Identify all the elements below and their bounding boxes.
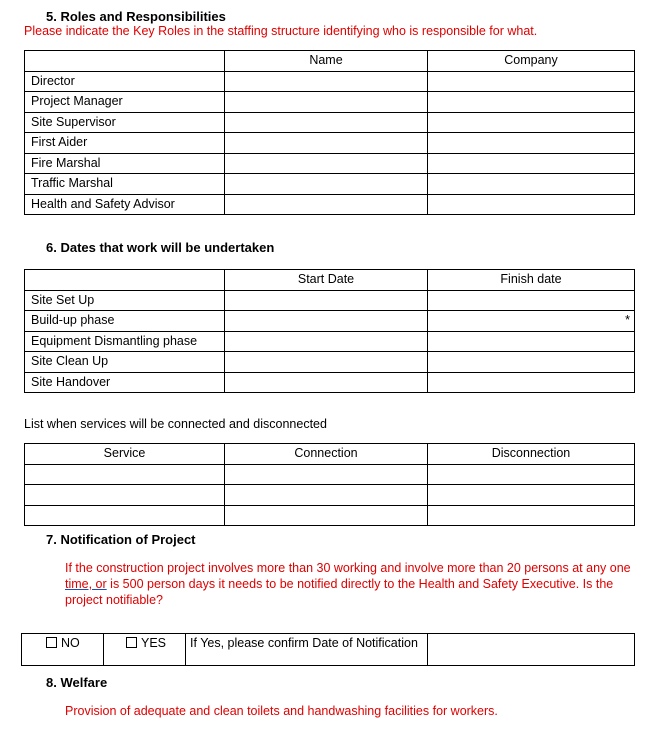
connection-cell[interactable] <box>225 505 428 526</box>
table-row <box>25 133 635 154</box>
company-cell[interactable] <box>428 71 635 92</box>
company-cell[interactable] <box>428 92 635 113</box>
roles-header-row <box>25 51 635 72</box>
section-6-title: 6. Dates that work will be undertaken <box>46 240 275 255</box>
finish-date-cell[interactable] <box>428 352 635 373</box>
roles-header-name: Name <box>225 51 428 72</box>
company-cell[interactable] <box>428 112 635 133</box>
service-cell[interactable] <box>25 485 225 506</box>
table-row <box>25 71 635 92</box>
dates-header-phase <box>25 270 225 291</box>
roles-table <box>24 50 635 215</box>
dates-header-finish: Finish date <box>428 270 635 291</box>
table-row <box>25 485 635 506</box>
company-cell[interactable] <box>428 174 635 195</box>
confirm-date-label: If Yes, please confirm Date of Notification <box>186 634 428 666</box>
connection-cell[interactable] <box>225 485 428 506</box>
notification-table <box>21 633 635 666</box>
company-cell[interactable] <box>428 194 635 215</box>
services-intro: List when services will be connected and disconnected <box>24 417 327 431</box>
company-cell[interactable] <box>428 133 635 154</box>
table-row <box>25 153 635 174</box>
service-cell[interactable] <box>25 505 225 526</box>
disconnection-cell[interactable] <box>428 505 635 526</box>
role-label: Site Supervisor <box>25 112 225 133</box>
notification-text-part: is 500 person days it needs to be notified directly to the Health and Safety Executive. Is the project notifiable? <box>65 577 614 607</box>
section-5-title: 5. Roles and Responsibilities <box>46 9 226 24</box>
services-header-row <box>25 444 635 465</box>
start-date-cell[interactable] <box>225 352 428 373</box>
yes-label: YES <box>141 636 167 650</box>
start-date-cell[interactable] <box>225 372 428 393</box>
section-8-title: 8. Welfare <box>46 675 108 690</box>
finish-date-cell[interactable] <box>428 331 635 352</box>
disconnection-cell[interactable] <box>428 485 635 506</box>
name-cell[interactable] <box>225 153 428 174</box>
no-label: NO <box>61 636 80 650</box>
services-header-service: Service <box>25 444 225 465</box>
company-cell[interactable] <box>428 153 635 174</box>
table-row <box>25 372 635 393</box>
role-label: First Aider <box>25 133 225 154</box>
notification-paragraph <box>65 560 650 608</box>
section-7-title: 7. Notification of Project <box>46 532 196 547</box>
table-row <box>25 505 635 526</box>
section-5-instruction: Please indicate the Key Roles in the staffing structure identifying who is responsible for what. <box>24 24 538 38</box>
name-cell[interactable] <box>225 133 428 154</box>
name-cell[interactable] <box>225 174 428 195</box>
services-header-disconnection: Disconnection <box>428 444 635 465</box>
name-cell[interactable] <box>225 194 428 215</box>
table-row <box>25 464 635 485</box>
connection-cell[interactable] <box>225 464 428 485</box>
phase-label: Site Set Up <box>25 290 225 311</box>
finish-date-cell[interactable] <box>428 290 635 311</box>
role-label: Director <box>25 71 225 92</box>
table-row <box>25 290 635 311</box>
asterisk-mark: * <box>625 313 630 328</box>
welfare-text: Provision of adequate and clean toilets and handwashing facilities for workers. <box>65 704 498 718</box>
finish-date-cell[interactable] <box>428 372 635 393</box>
table-row <box>25 112 635 133</box>
phase-label: Site Clean Up <box>25 352 225 373</box>
finish-date-cell[interactable] <box>428 311 635 332</box>
start-date-cell[interactable] <box>225 311 428 332</box>
phase-label: Site Handover <box>25 372 225 393</box>
name-cell[interactable] <box>225 71 428 92</box>
role-label: Health and Safety Advisor <box>25 194 225 215</box>
checkbox-icon[interactable] <box>126 637 137 648</box>
name-cell[interactable] <box>225 92 428 113</box>
checkbox-icon[interactable] <box>46 637 57 648</box>
yes-option[interactable] <box>104 634 186 666</box>
table-row <box>25 331 635 352</box>
notification-text-part: If the construction project involves more than 30 working and involve more than 20 persons at any one <box>65 561 631 575</box>
notification-date-cell[interactable] <box>428 634 635 666</box>
service-cell[interactable] <box>25 464 225 485</box>
no-option[interactable] <box>22 634 104 666</box>
dates-header-start: Start Date <box>225 270 428 291</box>
dates-table <box>24 269 635 393</box>
name-cell[interactable] <box>225 112 428 133</box>
services-table <box>24 443 635 526</box>
services-header-connection: Connection <box>225 444 428 465</box>
roles-header-company: Company <box>428 51 635 72</box>
start-date-cell[interactable] <box>225 290 428 311</box>
phase-label: Equipment Dismantling phase <box>25 331 225 352</box>
phase-label: Build-up phase <box>25 311 225 332</box>
table-row <box>25 194 635 215</box>
disconnection-cell[interactable] <box>428 464 635 485</box>
table-row <box>25 174 635 195</box>
dates-header-row <box>25 270 635 291</box>
role-label: Traffic Marshal <box>25 174 225 195</box>
role-label: Fire Marshal <box>25 153 225 174</box>
table-row <box>25 92 635 113</box>
notification-text-underlined: time, or <box>65 577 107 591</box>
role-label: Project Manager <box>25 92 225 113</box>
notification-row <box>22 634 635 666</box>
table-row <box>25 352 635 373</box>
roles-header-role <box>25 51 225 72</box>
table-row <box>25 311 635 332</box>
start-date-cell[interactable] <box>225 331 428 352</box>
